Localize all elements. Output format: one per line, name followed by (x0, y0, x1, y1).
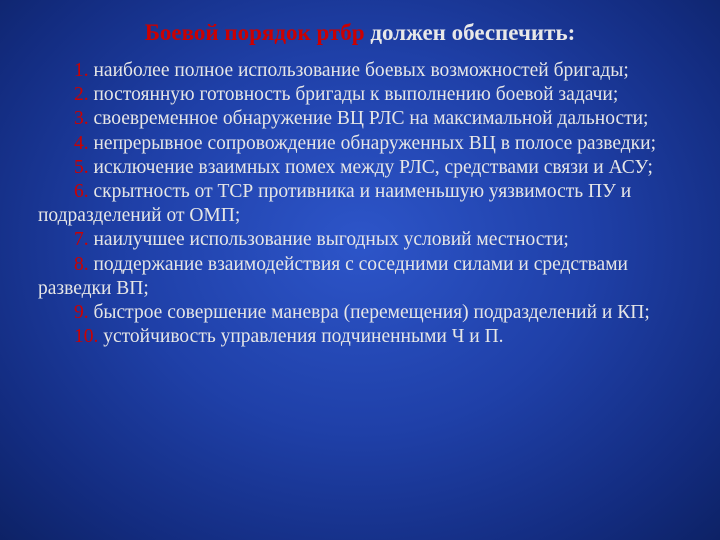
list-item (38, 59, 698, 83)
requirements-list (38, 59, 698, 349)
list-item (38, 325, 698, 349)
list-item-number: 7. (74, 229, 89, 251)
list-item-text: быстрое совершение маневра (перемещения) подразделений и КП; (88, 302, 650, 324)
list-item (38, 107, 698, 131)
list-item-text: наилучшее использование выгодных условий местности; (88, 229, 569, 251)
list-item (38, 156, 698, 180)
list-item (38, 180, 698, 228)
list-item (38, 301, 698, 325)
list-item-text: поддержание взаимодействия с соседними силами и средствами разведки ВП; (38, 253, 628, 299)
list-item (38, 83, 698, 107)
list-item (38, 253, 698, 301)
list-item-number: 2. (74, 84, 89, 106)
list-item (38, 132, 698, 156)
list-item-number: 10. (74, 326, 99, 348)
list-item-text: исключение взаимных помех между РЛС, средствами связи и АСУ; (88, 156, 653, 178)
slide-title (0, 18, 720, 48)
list-item-number: 1. (74, 60, 89, 81)
list-item-text: скрытность от ТСР противника и наименьшую уязвимость ПУ и подразделений от ОМП; (38, 181, 632, 227)
list-item-number: 6. (74, 181, 89, 203)
list-item-text: устойчивость управления подчиненными Ч и П. (98, 326, 504, 348)
slide-title-highlight: Боевой порядок ртбр (144, 20, 365, 45)
list-item-number: 9. (74, 302, 89, 324)
list-item-text: непрерывное сопровождение обнаруженных ВЦ в полосе разведки; (88, 132, 657, 154)
list-item-text: наиболее полное использование боевых возможностей бригады; (88, 60, 629, 81)
slide-title-rest: должен обеспечить: (364, 20, 576, 45)
list-item-text: постоянную готовность бригады к выполнению боевой задачи; (88, 84, 619, 106)
list-item-text: своевременное обнаружение ВЦ РЛС на максимальной дальности; (88, 108, 649, 130)
list-item-number: 8. (74, 253, 89, 275)
list-item-number: 5. (74, 156, 89, 178)
list-item (38, 228, 698, 252)
list-item-number: 3. (74, 108, 89, 130)
list-item-number: 4. (74, 132, 89, 154)
